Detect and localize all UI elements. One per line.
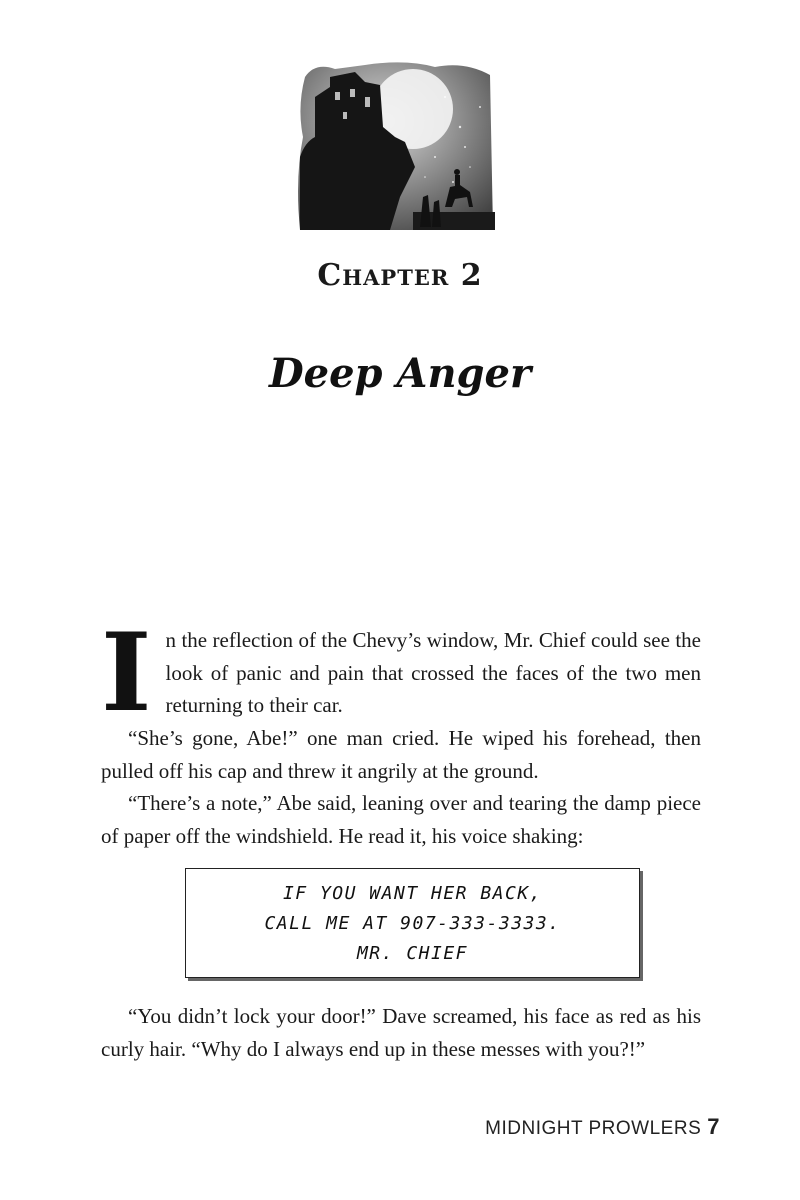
note-line-2: CALL ME AT 907-333-3333. [264,913,561,934]
paragraph-3: “There’s a note,” Abe said, leaning over and tearing the damp piece of paper off the windshield. He read it, his voice shaking: [101,791,701,848]
page-number: 7 [707,1114,720,1139]
book-title: MIDNIGHT PROWLERS [485,1118,702,1139]
note-line-3: MR. CHIEF [356,943,469,964]
note-line-1: IF YOU WANT HER BACK, [282,883,543,904]
paragraph-2: “She’s gone, Abe!” one man cried. He wiped his forehead, then pulled off his cap and threw it angrily at the ground. [101,726,701,783]
drop-cap: I [101,610,152,736]
paragraph-1-text: n the reflection of the Chevy’s window, Mr. Chief could see the look of panic and pain that crossed the faces of the two men returning to their car. [165,628,701,717]
paragraph-4: “You didn’t lock your door!” Dave screamed, his face as red as his curly hair. “Why do I always end up in these messes with you?!” [101,1004,701,1061]
chapter-title: Deep Anger [268,350,532,397]
page-footer [485,1114,720,1140]
paragraph-1 [101,610,701,736]
chapter-illustration [295,57,495,230]
ransom-note [185,868,640,978]
chapter-label: Chapter 2 [317,258,483,293]
